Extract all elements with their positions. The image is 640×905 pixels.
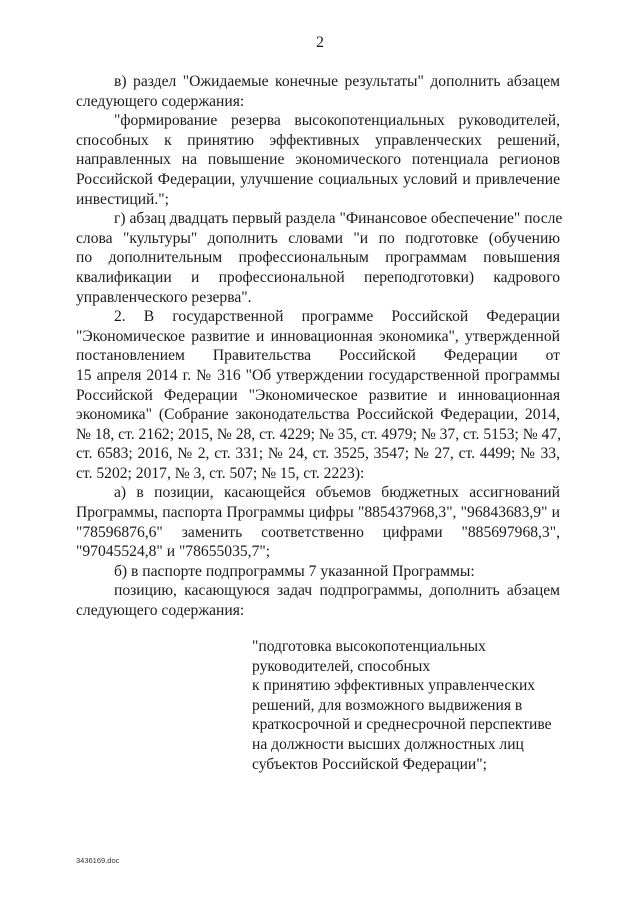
text-line: управленческого резерва". — [76, 288, 252, 306]
paragraph-subitem-b — [76, 562, 560, 582]
quote-line: субъектов Российской Федерации"; — [252, 755, 487, 773]
quote-line: на должности высших должностных лиц — [252, 735, 524, 753]
text-line: б) в паспорте подпрограммы 7 указанной Программы: — [114, 562, 475, 580]
text-line: позицию, касающуюся задач подпрограммы, дополнить абзацем — [114, 582, 560, 600]
text-line: квалификации и профессиональной переподготовки) кадрового — [76, 268, 560, 286]
text-line: способных к принятию эффективных управленческих решений, — [76, 131, 560, 149]
document-filename-footer: 3436169.doc — [76, 856, 120, 865]
text-line: Российской Федерации, улучшение социальных условий и привлечение — [76, 170, 560, 188]
paragraph-section-g — [76, 209, 563, 307]
inserted-quote-block — [252, 637, 572, 774]
text-line: ст. 5202; 2017, № 3, ст. 507; № 15, ст. 2223): — [76, 464, 365, 482]
text-line: г) абзац двадцать первый раздела "Финансовое обеспечение" после — [114, 210, 563, 228]
quote-line: краткосрочной и среднесрочной перспективе — [252, 716, 552, 734]
text-line: "97045524,8" и "78655035,7"; — [76, 543, 271, 561]
text-line: постановлением Правительства Российской Федерации от — [76, 347, 560, 365]
text-line: ст. 6583; 2016, № 2, ст. 331; № 24, ст. 3525, 3547; № 27, ст. 4499; № 33, — [76, 445, 560, 463]
paragraph-subitem-a — [76, 483, 560, 561]
text-line: а) в позиции, касающейся объемов бюджетных ассигнований — [114, 484, 560, 502]
text-line: Российской Федерации "Экономическое развитие и инновационная — [76, 386, 560, 404]
quote-line: к принятию эффективных управленческих — [252, 677, 536, 695]
paragraph-section-v — [76, 72, 560, 111]
quote-line: решений, для возможного выдвижения в — [252, 696, 523, 714]
text-line: № 18, ст. 2162; 2015, № 28, ст. 4229; № 35, ст. 4979; № 37, ст. 5153; № 47, — [76, 425, 562, 443]
paragraph-quote-reserve — [76, 111, 560, 209]
text-line: Программы, паспорта Программы цифры "885437968,3", "96843683,9" и — [76, 504, 560, 522]
text-line: направленных на повышение экономического потенциала регионов — [76, 151, 560, 169]
text-line: следующего содержания: — [76, 92, 245, 110]
text-line: "Экономическое развитие и инновационная экономика", утвержденной — [76, 327, 560, 345]
text-line: 15 апреля 2014 г. № 316 "Об утверждении государственной программы — [76, 366, 560, 384]
quote-line: "подготовка высокопотенциальных — [252, 638, 486, 655]
paragraph-item-2 — [76, 307, 560, 483]
text-line: по дополнительным профессиональным программам повышения — [76, 249, 560, 267]
text-line: слова "культуры" дополнить словами "и по подготовке (обучению — [76, 229, 560, 247]
document-body — [76, 72, 563, 621]
page-number: 2 — [316, 34, 324, 51]
text-line: экономика" (Собрание законодательства Российской Федерации, 2014, — [76, 406, 560, 424]
quote-line: руководителей, способных — [252, 657, 431, 675]
text-line: "формирование резерва высокопотенциальных руководителей, — [114, 112, 560, 130]
text-line: следующего содержания: — [76, 602, 245, 620]
text-line: 2. В государственной программе Российской Федерации — [114, 308, 560, 326]
text-line: инвестиций."; — [76, 190, 169, 208]
text-line: "78596876,6" заменить соответственно цифрами "885697968,3", — [76, 523, 560, 541]
text-line: в) раздел "Ожидаемые конечные результаты" дополнить абзацем — [114, 73, 560, 90]
paragraph-tasks-position — [76, 581, 560, 620]
